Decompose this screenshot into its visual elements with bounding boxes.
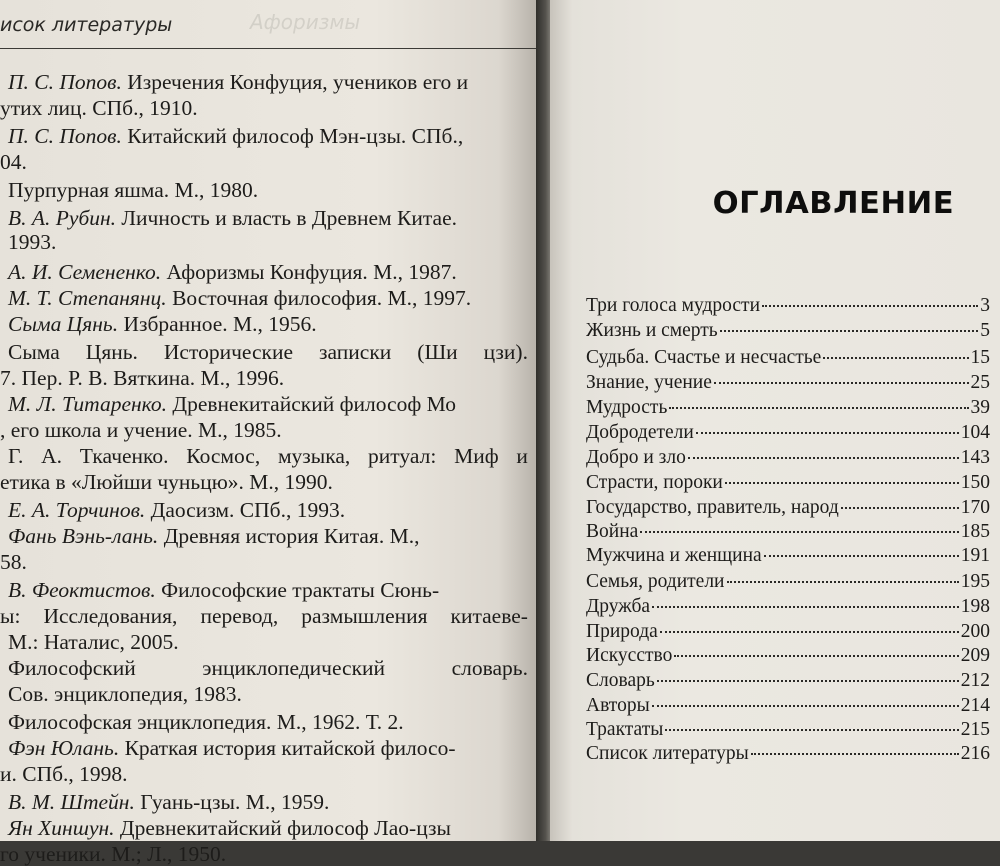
toc-entry-page: 191 [960,545,990,566]
bibliography-text: Личность и власть в Древнем Китае. [116,206,458,230]
bibliography-word: и [516,444,528,468]
bibliography-line [0,764,528,786]
bibliography-word: размышления [301,604,428,628]
bibliography-word: музыка, [277,444,351,468]
toc-entry [586,671,990,695]
bibliography-word: ы: [0,604,21,628]
bibliography-line [8,632,528,654]
toc-entry-page: 198 [960,596,990,617]
show-through-running-head: Афоризмы [250,10,361,34]
toc-entry-title: Государство, правитель, народ [586,497,839,518]
toc-entry [586,296,990,320]
toc-entry-title: Авторы [586,695,650,716]
toc-dot-leader [764,555,959,557]
bibliography-text: Афоризмы Конфуция. М., 1987. [161,260,457,284]
bibliography-text: Сов. энциклопедия, 1983. [8,682,242,706]
toc-entry-title: Знание, учение [586,372,712,393]
toc-entry [586,646,990,670]
bibliography-author: М. Т. Степанянц. [8,286,167,310]
toc-entry-title: Список литературы [586,743,749,764]
bibliography-text: утих лиц. СПб., 1910. [0,96,198,120]
toc-dot-leader [660,631,959,633]
toc-entry [586,720,990,744]
toc-entry [586,373,990,397]
bibliography-author: В. А. Рубин. [8,206,117,230]
toc-entry-page: 15 [970,347,990,368]
toc-entry-page: 200 [960,621,990,642]
toc-entry [586,321,990,345]
toc-dot-leader [665,729,958,731]
toc-entry-title: Словарь [586,670,655,691]
bibliography-text: Избранное. М., 1956. [118,312,317,336]
toc-dot-leader [720,330,979,332]
toc-entry-title: Жизнь и смерть [586,320,718,341]
bibliography-line [8,180,528,202]
toc-entry-title: Семья, родители [586,571,725,592]
toc-entry-page: 212 [960,670,990,691]
toc-entry-page: 25 [970,372,990,393]
toc-entry [586,473,990,497]
toc-entry [586,597,990,621]
bibliography-text: 04. [0,150,27,174]
bibliography-line [0,368,528,390]
toc-entry-title: Три голоса мудрости [586,295,761,316]
toc-entry [586,498,990,522]
bibliography-line [8,394,528,416]
bibliography-word: Г. [8,444,24,468]
bibliography-author: М. Л. Титаренко. [8,392,168,416]
bibliography-line [8,342,528,364]
toc-entry-page: 216 [960,743,990,764]
toc-dot-leader [640,531,958,533]
bibliography-text: Философская энциклопедия. М., 1962. Т. 2. [8,710,404,734]
bibliography-text: Краткая история китайской филосо- [119,736,456,760]
bibliography-text: Восточная философия. М., 1997. [166,286,472,310]
toc-entry-title: Война [586,521,639,542]
toc-entry [586,398,990,422]
bibliography-line [0,152,528,174]
bibliography-line [0,844,528,866]
bibliography-author: В. Феоктистов. [8,578,156,602]
toc-entry-page: 195 [960,571,990,592]
bibliography-text: Пурпурная яшма. М., 1980. [8,178,259,202]
toc-entry-page: 215 [960,719,990,740]
bibliography-text: 1993. [8,230,57,254]
toc-title: ОГЛАВЛЕНИЕ [712,186,955,221]
bibliography-line [8,526,528,548]
toc-entry-title: Мудрость [586,397,668,418]
toc-entry-title: Судьба. Счастье и несчастье [586,347,822,368]
bibliography-word: Сыма [8,340,60,364]
bibliography-line [8,684,528,706]
toc-entry [586,696,990,720]
toc-entry [586,348,990,372]
toc-entry-page: 185 [960,521,990,542]
bibliography-author: П. С. Попов. [8,70,122,94]
bibliography-text: , его школа и учение. М., 1985. [0,418,282,442]
toc-entry-page: 209 [960,645,990,666]
bibliography-line [8,580,528,602]
bibliography-word: китаеве- [450,604,528,628]
bibliography-text: Даосизм. СПб., 1993. [145,498,346,522]
bibliography-line [8,500,528,522]
bibliography-word: цзи). [483,340,528,364]
bibliography-line [8,446,528,468]
bibliography-author: Е. А. Торчинов. [8,498,146,522]
right-page [550,0,1000,841]
toc-entry-title: Страсти, пороки [586,472,723,493]
toc-dot-leader [714,382,969,384]
bibliography-author: В. М. Штейн. [8,790,135,814]
toc-entry [586,522,990,546]
bibliography-line [8,658,528,680]
toc-dot-leader [823,357,968,359]
toc-entry [586,572,990,596]
bibliography-line [8,792,528,814]
toc-entry [586,546,990,570]
toc-entry-title: Добро и зло [586,447,686,468]
bibliography-line [8,262,528,284]
bibliography-text: го ученики. М.; Л., 1950. [0,842,227,866]
bibliography-line [8,72,528,94]
toc-dot-leader [696,432,959,434]
bibliography-text: М.: Наталис, 2005. [8,630,179,654]
toc-dot-leader [688,457,959,459]
bibliography-text: Древнекитайский философ Мо [167,392,456,416]
toc-dot-leader [841,507,959,509]
bibliography-word: Миф [454,444,499,468]
toc-entry-page: 104 [960,422,990,443]
bibliography-text: Гуань-цзы. М., 1959. [134,790,330,814]
toc-dot-leader [725,482,959,484]
toc-entry [586,423,990,447]
toc-entry-page: 170 [960,497,990,518]
bibliography-word: записки [319,340,392,364]
toc-entry-page: 5 [980,320,990,341]
toc-dot-leader [657,680,959,682]
bibliography-line [8,712,528,734]
toc-entry-page: 39 [970,397,990,418]
toc-entry [586,744,990,768]
bibliography-author: П. С. Попов. [8,124,122,148]
bibliography-line [8,208,528,230]
bibliography-text: етика в «Люйши чуньцю». М., 1990. [0,470,333,494]
bibliography-text: и. СПб., 1998. [0,762,128,786]
bibliography-text: Китайский философ Мэн-цзы. СПб., [121,124,464,148]
toc-entry-title: Добродетели [586,422,694,443]
bibliography-line [0,552,528,574]
bibliography-word: Космос, [186,444,261,468]
header-rule [0,48,536,49]
bibliography-word: Философский [8,656,136,680]
bibliography-word: А. [41,444,63,468]
bibliography-line [8,818,528,840]
toc-dot-leader [762,305,978,307]
bibliography-text: 58. [0,550,27,574]
toc-dot-leader [727,581,959,583]
bibliography-word: Исследования, [43,604,178,628]
toc-entry-page: 150 [960,472,990,493]
toc-dot-leader [652,705,959,707]
bibliography-word: энциклопедический [202,656,386,680]
bibliography-word: Ткаченко. [79,444,169,468]
bibliography-line [8,126,528,148]
toc-entry-page: 143 [960,447,990,468]
toc-entry [586,622,990,646]
bibliography-text: Изречения Конфуция, учеников его и [121,70,469,94]
bibliography-word: ритуал: [368,444,437,468]
bibliography-author: Ян Хиншун. [8,816,115,840]
bibliography-word: перевод, [200,604,279,628]
toc-entry-title: Природа [586,621,658,642]
bibliography-line [0,98,528,120]
bibliography-line [0,606,528,628]
bibliography-line [0,420,528,442]
bibliography-text: Древнекитайский философ Лао-цзы [114,816,451,840]
bibliography-line [8,738,528,760]
running-head: исок литературы [0,14,173,36]
bibliography-text: 7. Пер. Р. В. Вяткина. М., 1996. [0,366,285,390]
bibliography-author: Фэн Юлань. [8,736,120,760]
bibliography-author: А. И. Семененко. [8,260,162,284]
bibliography-line [8,314,528,336]
toc-dot-leader [652,606,959,608]
toc-entry-title: Искусство [586,645,673,666]
bibliography-word: Цянь. [85,340,138,364]
toc-entry-title: Мужчина и женщина [586,545,762,566]
bibliography-author: Сыма Цянь. [8,312,119,336]
toc-entry-title: Дружба [586,596,651,617]
toc-dot-leader [751,753,959,755]
toc-entry-page: 3 [980,295,990,316]
bibliography-text: Древняя история Китая. М., [158,524,420,548]
toc-entry [586,448,990,472]
bibliography-line [8,288,528,310]
bibliography-text: Философские трактаты Сюнь- [155,578,440,602]
bibliography-word: Исторические [163,340,294,364]
toc-dot-leader [669,407,968,409]
toc-entry-title: Трактаты [586,719,664,740]
bibliography-line [8,232,528,254]
toc-dot-leader [674,655,958,657]
bibliography-word: словарь. [451,656,528,680]
toc-entry-page: 214 [960,695,990,716]
bibliography-word: (Ши [417,340,458,364]
bibliography-line [0,472,528,494]
bibliography-author: Фань Вэнь-лань. [8,524,159,548]
